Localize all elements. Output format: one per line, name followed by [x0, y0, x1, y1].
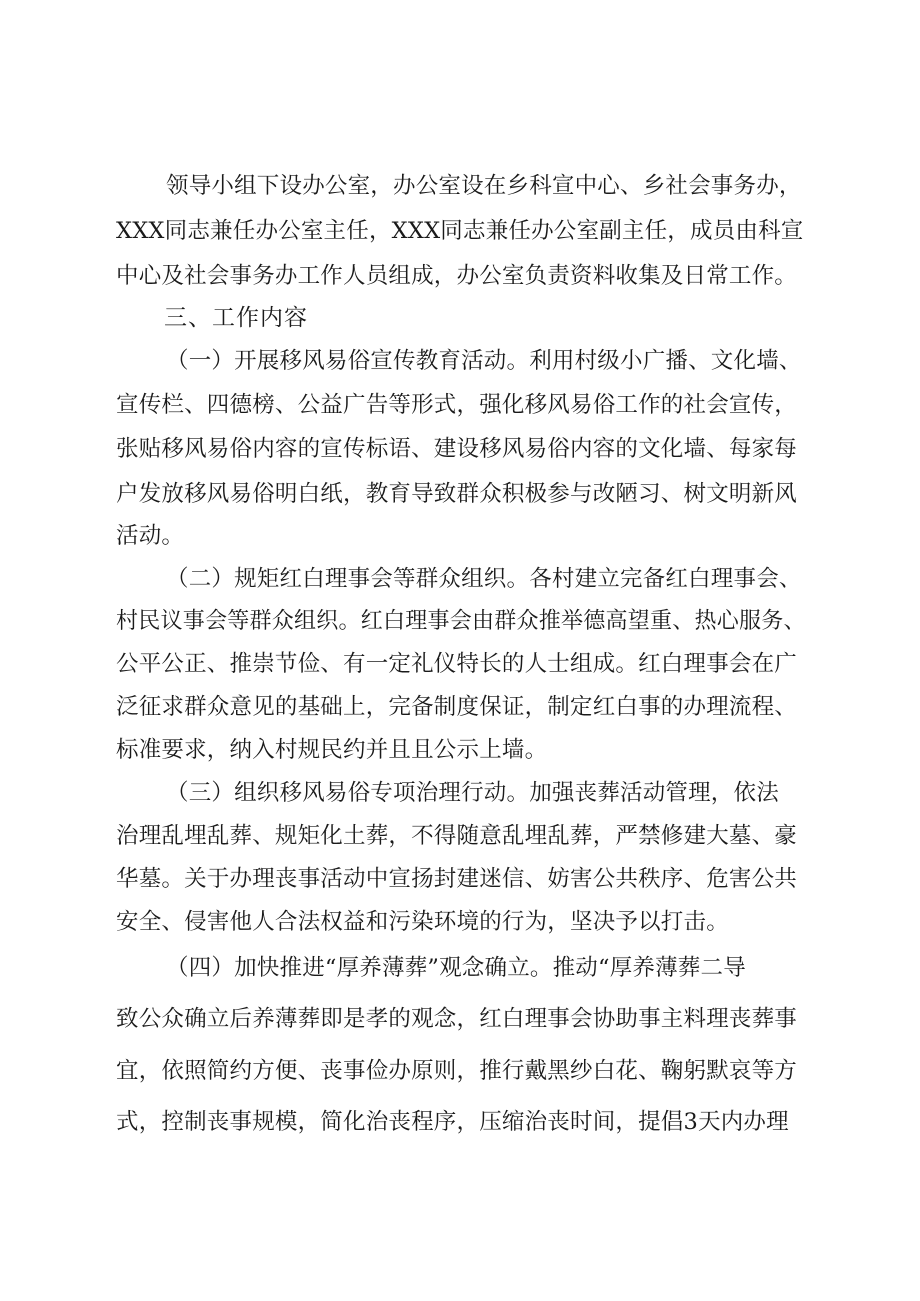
text-line: （一）开展移风易俗宣传教育活动。利用村级小广播、文化墙、: [166, 348, 802, 374]
text-line: 户发放移风易俗明白纸，教育导致群众积极参与改陋习、树文明新风: [116, 481, 798, 507]
text-line: （三）组织移风易俗专项治理行动。加强丧葬活动管理，依法: [166, 780, 779, 806]
text-line: 村民议事会等群众组织。红白理事会由群众推举德高望重、热心服务、: [116, 608, 806, 634]
text-line: 华墓。关于办理丧事活动中宣扬封建迷信、妨害公共秩序、危害公共: [116, 866, 798, 892]
section-heading: 三、工作内容: [164, 305, 308, 331]
text-line: （四）加快推进“厚养薄葬”观念确立。推动“厚养薄葬二导: [166, 955, 746, 981]
text-line: 中心及社会事务办工作人员组成，办公室负责资料收集及日常工作。: [116, 263, 798, 289]
text-line: 泛征求群众意见的基础上，完备制度保证，制定红白事的办理流程、: [116, 694, 798, 720]
text-line: 张贴移风易俗内容的宣传标语、建设移风易俗内容的文化墙、每家每: [116, 436, 798, 462]
text-line: 标准要求，纳入村规民约并且且公示上墙。: [116, 737, 548, 763]
text-line: 治理乱埋乱葬、规矩化土葬，不得随意乱埋乱葬，严禁修建大墓、豪: [116, 823, 798, 849]
text-line: 公平公正、推崇节俭、有一定礼仪特长的人士组成。红白理事会在广: [116, 651, 798, 677]
text-line: XXX同志兼任办公室主任，XXX同志兼任办公室副主任，成员由科宣: [116, 218, 804, 244]
text-line: 宣传栏、四德榜、公益广告等形式，强化移风易俗工作的社会宣传，: [116, 392, 798, 418]
text-line: 活动。: [116, 523, 185, 549]
text-line: 领导小组下设办公室，办公室设在乡科宣中心、乡社会事务办，: [166, 173, 802, 199]
text-line: 致公众确立后养薄葬即是孝的观念，红白理事会协助事主料理丧葬事: [116, 1006, 798, 1032]
text-line: 宜，依照简约方便、丧事俭办原则，推行戴黑纱白花、鞠躬默哀等方: [116, 1058, 798, 1084]
text-line: 安全、侵害他人合法权益和污染环境的行为，坚决予以打击。: [116, 909, 729, 935]
text-line: （二）规矩红白理事会等群众组织。各村建立完备红白理事会、: [166, 566, 802, 592]
text-line: 式，控制丧事规模，简化治丧程序，压缩治丧时间，提倡3天内办理: [116, 1109, 789, 1135]
